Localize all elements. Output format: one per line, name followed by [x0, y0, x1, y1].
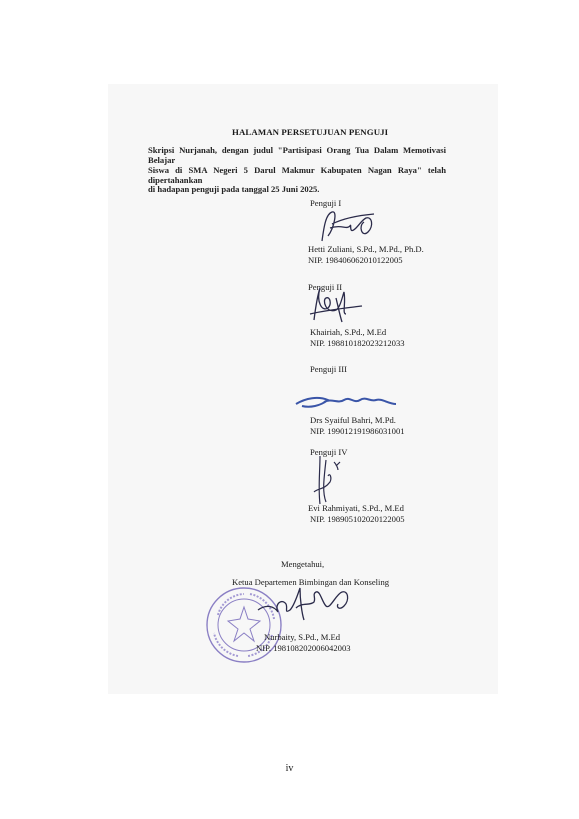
page-number: iv	[285, 763, 294, 774]
examiner-4-signature	[308, 452, 358, 508]
examiner-1-name: Hetti Zuliani, S.Pd., M.Pd., Ph.D.	[308, 244, 424, 254]
paragraph-line-1: Skripsi Nurjanah, dengan judul "Partisipasi Orang Tua Dalam Memotivasi Belajar	[148, 145, 446, 165]
approval-name: Nurbaity, S.Pd., M.Ed	[264, 632, 341, 642]
examiner-1-nip: NIP. 198406062010122005	[308, 255, 403, 265]
examiner-2-signature	[306, 284, 366, 326]
approval-position: Ketua Departemen Bimbingan dan Konseling	[232, 577, 390, 587]
approval-nip: NIP. 198108202006042003	[256, 643, 351, 653]
examiner-3-nip: NIP. 199012191986031001	[310, 426, 405, 436]
examiner-3-signature	[292, 392, 402, 414]
examiner-4-name: Evi Rahmiyati, S.Pd., M.Ed	[308, 503, 404, 513]
approval-heading: Mengetahui,	[281, 559, 325, 569]
examiner-2-role: Penguji II	[308, 282, 343, 292]
examiner-1-signature	[312, 206, 382, 246]
examiner-4-nip: NIP. 198905102020122005	[310, 514, 405, 524]
examiner-3-role: Penguji III	[310, 364, 347, 374]
approval-signature	[252, 584, 362, 626]
examiner-4-role: Penguji IV	[310, 447, 348, 457]
examiner-1-role: Penguji I	[310, 198, 342, 208]
examiner-2-name: Khairiah, S.Pd., M.Ed	[310, 327, 387, 337]
examiner-3-name: Drs Syaiful Bahri, M.Pd.	[310, 415, 396, 425]
paragraph-line-2: Siswa di SMA Negeri 5 Darul Makmur Kabupaten Nagan Raya" telah dipertahankan	[148, 165, 446, 185]
examiner-2-nip: NIP. 198810182023212033	[310, 338, 405, 348]
paragraph-line-3: di hadapan penguji pada tanggal 25 Juni 2025.	[148, 184, 320, 194]
page-title: HALAMAN PERSETUJUAN PENGUJI	[232, 127, 389, 137]
